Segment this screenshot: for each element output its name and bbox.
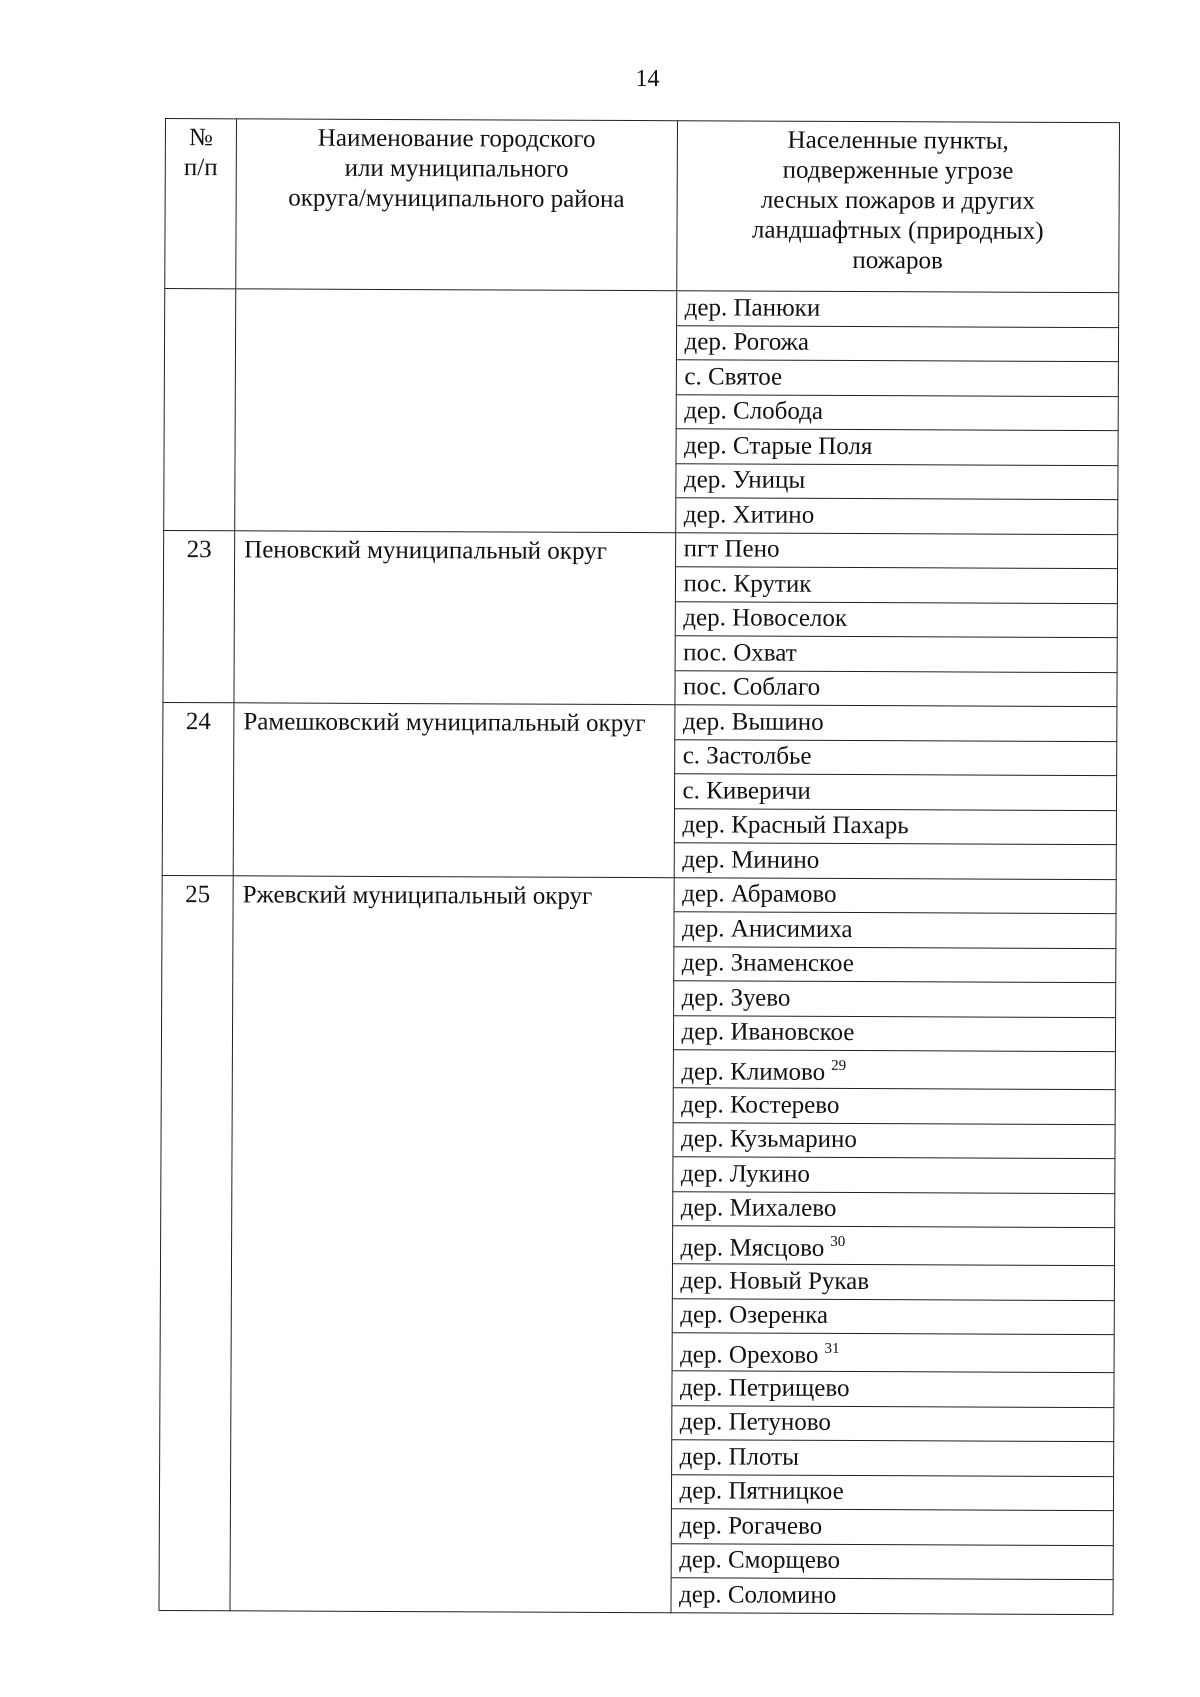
locality-name: дер. Хитино (683, 501, 815, 529)
locality-cell (672, 1191, 1115, 1227)
locality-name: дер. Анисимиха (681, 915, 853, 943)
locality-name: дер. Уницы (683, 466, 806, 495)
locality-cell (676, 291, 1119, 327)
district-name-cell (235, 289, 677, 532)
locality-name: дер. Панюки (684, 294, 821, 322)
locality-name: дер. Кузьмарино (681, 1125, 858, 1154)
header-district-name: Наименование городского или муниципального округа/муниципального района (236, 119, 677, 291)
page-number: 14 (635, 66, 660, 92)
locality-cell (676, 325, 1119, 361)
table-row (164, 530, 1118, 569)
locality-cell (674, 808, 1117, 844)
locality-cell (675, 567, 1118, 603)
locality-name: дер. Мясцово (680, 1234, 825, 1262)
locality-name: дер. Сморщево (679, 1546, 841, 1575)
header-localities: Населенные пункты, подверженные угрозе лесных пожаров и других ландшафтных (природных) пожаров (676, 121, 1119, 293)
locality-name: дер. Зуево (681, 984, 791, 1012)
locality-cell (673, 981, 1116, 1017)
locality-cell (675, 636, 1118, 672)
locality-name: дер. Минино (682, 846, 820, 874)
locality-name: дер. Слобода (684, 397, 824, 426)
header-number: № п/п (165, 119, 237, 289)
locality-name: дер. Петуново (679, 1408, 831, 1437)
locality-name: с. Застолбье (682, 742, 812, 771)
locality-name: дер. Костерево (681, 1091, 840, 1119)
locality-cell (671, 1371, 1114, 1407)
locality-cell (672, 1122, 1115, 1158)
locality-cell (674, 843, 1117, 879)
row-number-cell: 25 (159, 875, 233, 1610)
locality-name: дер. Знаменское (681, 949, 854, 978)
district-name-cell: Ржевский муниципальный округ (230, 875, 674, 1612)
locality-cell (674, 774, 1117, 810)
table-body (159, 289, 1119, 1615)
locality-cell (674, 739, 1117, 775)
locality-cell (672, 1157, 1115, 1193)
row-number-cell: 23 (163, 530, 235, 703)
locality-name: дер. Пятницкое (679, 1477, 844, 1506)
locality-cell (671, 1405, 1114, 1441)
locality-name: дер. Петрищево (679, 1374, 850, 1402)
locality-cell (675, 532, 1118, 568)
locality-name: дер. Лукино (680, 1160, 811, 1188)
table-row (165, 289, 1119, 328)
locality-cell (671, 1578, 1114, 1614)
locality-name: пос. Соблаго (682, 673, 821, 702)
table-row (162, 875, 1116, 914)
footnote-marker: 31 (824, 1340, 840, 1357)
locality-name: дер. Вышино (682, 708, 824, 736)
footnote-marker: 30 (830, 1233, 846, 1250)
locality-name: дер. Красный Пахарь (682, 811, 909, 840)
locality-name: дер. Соломино (679, 1581, 837, 1609)
locality-name: дер. Климово (681, 1058, 826, 1086)
locality-cell (672, 1298, 1115, 1334)
locality-name: дер. Рогачево (679, 1512, 823, 1540)
locality-name: с. Киверичи (682, 777, 811, 805)
locality-name: пос. Охват (683, 639, 797, 667)
row-number-cell (164, 289, 236, 531)
locality-cell (674, 705, 1117, 741)
locality-name: дер. Новый Рукав (680, 1267, 870, 1295)
locality-cell (672, 1333, 1115, 1373)
row-number-cell: 24 (162, 702, 234, 875)
locality-cell (672, 1226, 1115, 1266)
district-name-cell: Пеновский муниципальный округ (234, 530, 675, 704)
locality-cell (673, 1050, 1116, 1090)
locality-name: пгт Пено (683, 535, 780, 563)
locality-cell (674, 670, 1117, 706)
locality-name: дер. Старые Поля (684, 432, 873, 460)
locality-cell (673, 946, 1116, 982)
locality-cell (673, 912, 1116, 948)
locality-cell (676, 429, 1119, 465)
locality-name: дер. Рогожа (684, 328, 810, 357)
locality-cell (674, 877, 1117, 913)
locality-cell (675, 498, 1118, 534)
locality-cell (671, 1543, 1114, 1579)
locality-cell (673, 1015, 1116, 1051)
locality-name: дер. Орехово (680, 1341, 819, 1369)
locality-name: с. Святое (684, 363, 783, 391)
footnote-marker: 29 (831, 1057, 847, 1074)
locality-name: дер. Озеренка (680, 1301, 829, 1330)
localities-table (158, 118, 1120, 1615)
locality-cell (675, 601, 1118, 637)
locality-cell (675, 463, 1118, 499)
locality-cell (676, 360, 1119, 396)
locality-name: дер. Плоты (679, 1443, 799, 1471)
locality-cell (672, 1264, 1115, 1300)
locality-cell (671, 1474, 1114, 1510)
locality-name: дер. Ивановское (681, 1018, 855, 1047)
locality-name: дер. Новоселок (683, 604, 848, 633)
locality-cell (671, 1440, 1114, 1476)
locality-name: дер. Михалево (680, 1194, 837, 1223)
locality-name: дер. Абрамово (682, 880, 837, 909)
table-row (163, 702, 1117, 741)
locality-cell (673, 1088, 1116, 1124)
locality-cell (671, 1509, 1114, 1545)
table-header-row (165, 119, 1120, 293)
locality-name: пос. Крутик (683, 570, 812, 598)
locality-cell (676, 394, 1119, 430)
district-name-cell: Рамешковский муниципальный округ (233, 703, 674, 877)
